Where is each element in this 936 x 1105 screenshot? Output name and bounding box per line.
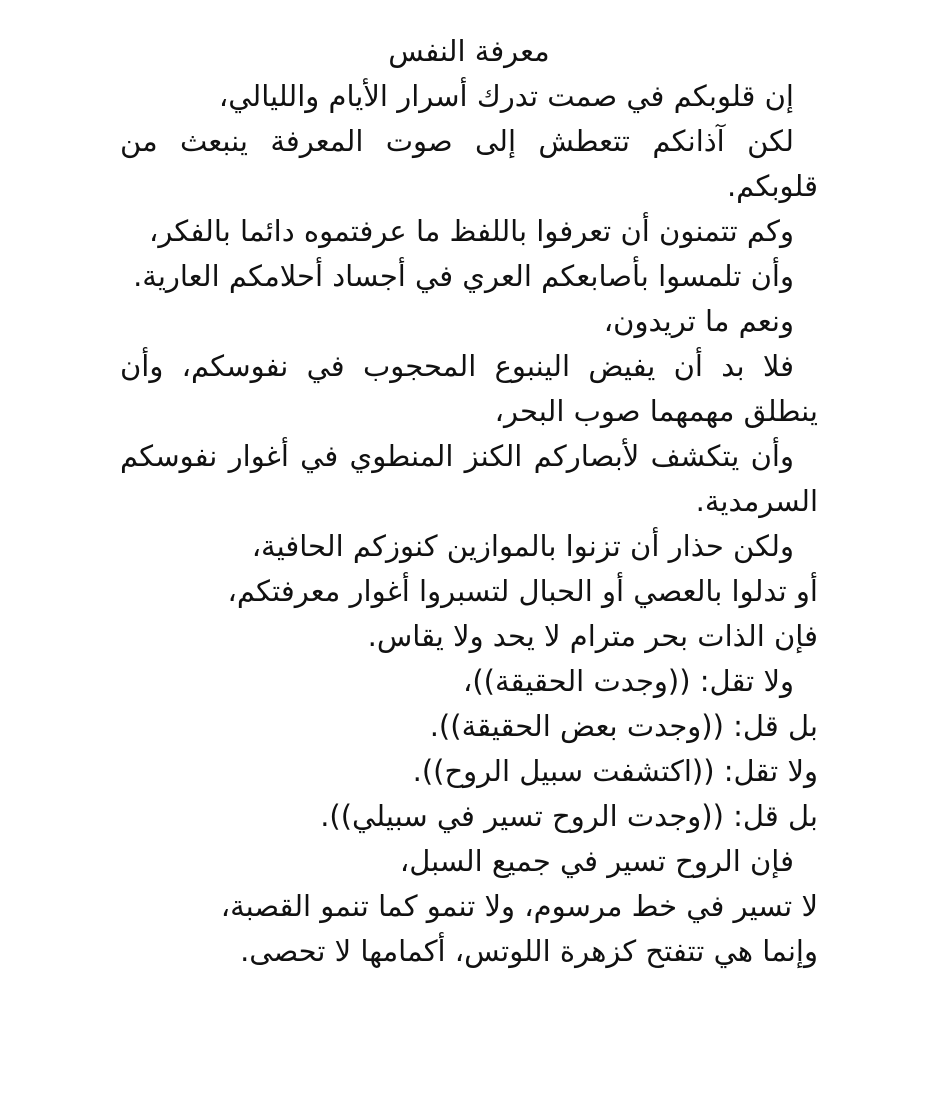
poem-line: وأن تلمسوا بأصابعكم العري في أجساد أحلامكم العارية.	[133, 259, 794, 293]
poem-line: وإنما هي تتفتح كزهرة اللوتس، أكمامها لا تحصى.	[240, 934, 818, 968]
poem-line: لا تسير في خط مرسوم، ولا تنمو كما تنمو القصبة،	[220, 889, 818, 923]
poem-line: فإن الروح تسير في جميع السبل،	[399, 844, 794, 878]
poem-line: ولكن حذار أن تزنوا بالموازين كنوزكم الحافية،	[251, 529, 794, 563]
poem-line: ونعم ما تريدون،	[603, 304, 794, 338]
poem-line: وأن يتكشف لأبصاركم الكنز المنطوي في أغوار نفوسكم السرمدية.	[120, 439, 818, 518]
poem-line: إن قلوبكم في صمت تدرك أسرار الأيام والليالي،	[218, 79, 794, 113]
poem-line: ولا تقل: ((اكتشفت سبيل الروح)).	[412, 754, 818, 788]
poem-line: فلا بد أن يفيض الينبوع المحجوب في نفوسكم، وأن ينطلق مهمهما صوب البحر،	[120, 349, 818, 428]
poem-line: وكم تتمنون أن تعرفوا باللفظ ما عرفتموه دائما بالفكر،	[149, 214, 794, 248]
poem-line: أو تدلوا بالعصي أو الحبال لتسبروا أغوار معرفتكم،	[227, 574, 818, 608]
poem-line: لكن آذانكم تتعطش إلى صوت المعرفة ينبعث من قلوبكم.	[120, 124, 818, 203]
poem-body	[120, 74, 818, 974]
poem-line: بل قل: ((وجدت بعض الحقيقة)).	[429, 709, 818, 743]
poem-line: بل قل: ((وجدت الروح تسير في سبيلي)).	[320, 799, 818, 833]
document-title: معرفة النفس	[388, 34, 550, 68]
poem-line: ولا تقل: ((وجدت الحقيقة))،	[463, 664, 794, 698]
poem-line: فإن الذات بحر مترام لا يحد ولا يقاس.	[367, 619, 818, 653]
